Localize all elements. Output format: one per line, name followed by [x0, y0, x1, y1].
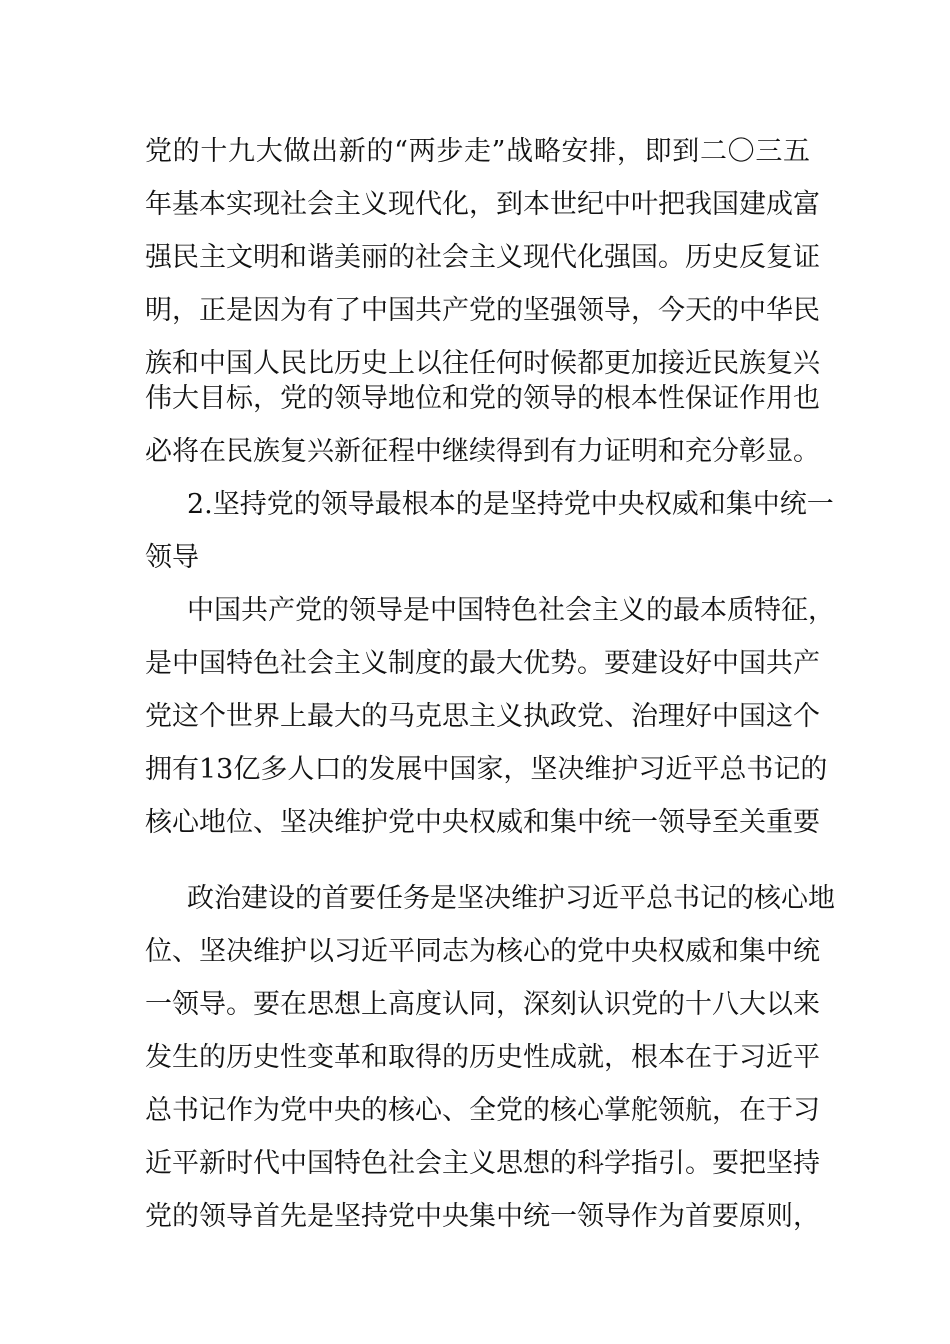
paragraph-1-line-4: 明，正是因为有了中国共产党的坚强领导，今天的中华民	[145, 295, 820, 326]
paragraph-1-line-3: 强民主文明和谐美丽的社会主义现代化强国。历史反复证	[145, 242, 820, 273]
section-heading-2-line-2: 领导	[145, 542, 199, 573]
paragraph-1-line-1: 党的十九大做出新的“两步走”战略安排，即到二〇三五	[145, 136, 810, 167]
paragraph-2-line-1: 中国共产党的领导是中国特色社会主义的最本质特征，	[187, 595, 835, 626]
paragraph-3-line-5: 总书记作为党中央的核心、全党的核心掌舵领航，在于习	[145, 1095, 820, 1126]
paragraph-3-line-7: 党的领导首先是坚持党中央集中统一领导作为首要原则，	[145, 1201, 820, 1232]
section-heading-2-line-1: 2.坚持党的领导最根本的是坚持党中央权威和集中统一	[187, 489, 834, 520]
paragraph-1-line-7: 必将在民族复兴新征程中继续得到有力证明和充分彰显。	[145, 436, 820, 467]
paragraph-3-line-1: 政治建设的首要任务是坚决维护习近平总书记的核心地	[187, 883, 835, 914]
paragraph-1-line-6: 伟大目标，党的领导地位和党的领导的根本性保证作用也	[145, 383, 820, 414]
paragraph-3-line-2: 位、坚决维护以习近平同志为核心的党中央权威和集中统	[145, 936, 820, 967]
paragraph-2-line-3: 党这个世界上最大的马克思主义执政党、治理好中国这个	[145, 701, 820, 732]
paragraph-3-line-6: 近平新时代中国特色社会主义思想的科学指引。要把坚持	[145, 1148, 820, 1179]
paragraph-2-line-5: 核心地位、坚决维护党中央权威和集中统一领导至关重要	[145, 807, 820, 838]
paragraph-1-line-2: 年基本实现社会主义现代化，到本世纪中叶把我国建成富	[145, 189, 820, 220]
paragraph-3-line-4: 发生的历史性变革和取得的历史性成就，根本在于习近平	[145, 1042, 820, 1073]
paragraph-3-line-3: 一领导。要在思想上高度认同，深刻认识党的十八大以来	[145, 989, 820, 1020]
paragraph-1-line-5: 族和中国人民比历史上以往任何时候都更加接近民族复兴	[145, 348, 820, 379]
paragraph-2-line-4: 拥有13亿多人口的发展中国家，坚决维护习近平总书记的	[145, 754, 828, 785]
paragraph-2-line-2: 是中国特色社会主义制度的最大优势。要建设好中国共产	[145, 648, 820, 679]
